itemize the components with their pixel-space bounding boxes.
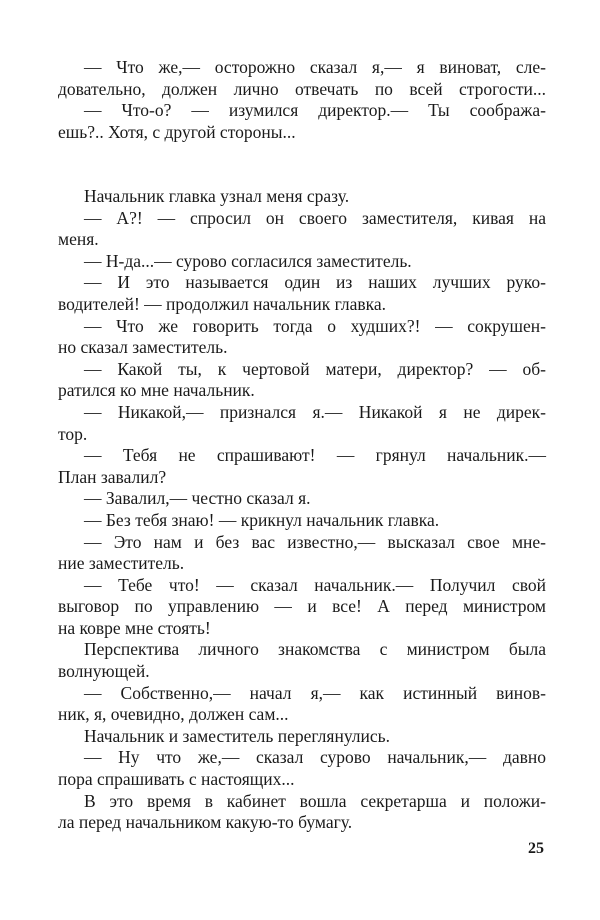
text-line: — Завалил,— честно сказал я. xyxy=(84,488,311,509)
text-line: тор. xyxy=(58,423,88,444)
text-line: ние заместитель. xyxy=(58,553,185,574)
text-line: — Без тебя знаю! — крикнул начальник главка. xyxy=(84,509,440,530)
text-line: волнующей. xyxy=(58,661,150,682)
text-line: ла перед начальником какую-то бумагу. xyxy=(58,812,353,833)
text-line: ник, я, очевидно, должен сам... xyxy=(58,704,289,725)
text-line: — Что же,— осторожно сказал я,— я виноват, сле- xyxy=(84,57,546,77)
text-line: но сказал заместитель. xyxy=(58,337,228,358)
text-line: выговор по управлению — и все! А перед министром xyxy=(58,596,546,617)
text-line: довательно, должен лично отвечать по всей строгости... xyxy=(58,78,546,99)
text-line: — Тебе что! — сказал начальник.— Получил свой xyxy=(84,574,546,595)
text-line: Перспектива личного знакомства с министром была xyxy=(84,639,546,660)
text-line: — Н-да...— сурово согласился заместитель. xyxy=(84,250,412,271)
text-line: — И это называется один из наших лучших руко- xyxy=(84,272,546,293)
text-line: — Никакой,— признался я.— Никакой я не дирек- xyxy=(84,401,546,422)
page-number: 25 xyxy=(528,840,544,857)
text-line: — Что же говорить тогда о худших?! — сокрушен- xyxy=(84,315,546,336)
text-line: водителей! — продолжил начальник главка. xyxy=(58,293,387,314)
text-line: В это время в кабинет вошла секретарша и положи- xyxy=(84,790,546,811)
text-line: — А?! — спросил он своего заместителя, кивая на xyxy=(84,207,546,228)
text-line: — Это нам и без вас известно,— высказал свое мне- xyxy=(84,531,546,552)
text-section-2 xyxy=(58,186,546,834)
text-section-1 xyxy=(58,57,546,143)
text-line: пора спрашивать с настоящих... xyxy=(58,769,295,790)
text-line: ратился ко мне начальник. xyxy=(58,380,255,401)
text-line: — Что-о? — изумился директор.— Ты соображa- xyxy=(84,100,546,121)
text-line: — Тебя не спрашивают! — грянул начальник.— xyxy=(84,445,546,466)
text-line: на ковре мне стоять! xyxy=(58,617,211,638)
text-line: ешь?.. Хотя, с другой стороны... xyxy=(58,121,296,142)
text-line: — Какой ты, к чертовой матери, директор? — об- xyxy=(84,358,546,379)
text-line: Начальник и заместитель переглянулись. xyxy=(84,725,391,746)
text-line: — Собственно,— начал я,— как истинный винов- xyxy=(84,682,546,703)
text-line: Начальник главка узнал меня сразу. xyxy=(84,186,350,206)
text-line: План завалил? xyxy=(58,466,167,487)
text-line: — Ну что же,— сказал сурово начальник,— давно xyxy=(84,747,546,768)
text-line: меня. xyxy=(58,229,99,250)
